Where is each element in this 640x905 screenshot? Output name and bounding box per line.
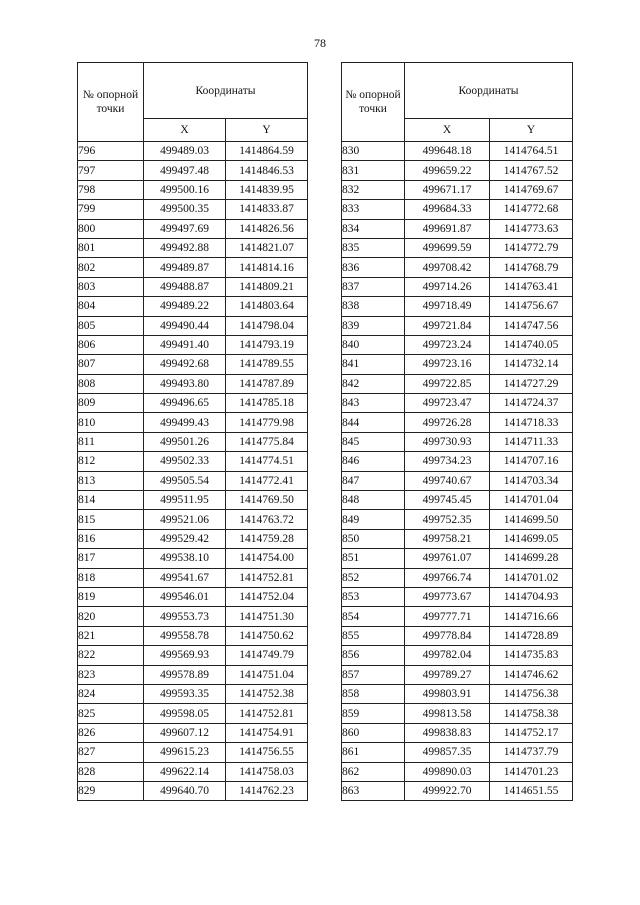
coordinate-x: 499499.43 [144,413,226,432]
coordinate-y: 1414773.63 [490,219,573,238]
point-number: 830 [342,142,405,161]
coordinate-x: 499553.73 [144,607,226,626]
coordinate-x: 499789.27 [405,665,490,684]
coordinate-x: 499734.23 [405,452,490,471]
table-row [78,626,308,645]
coordinate-y: 1414749.79 [226,646,308,665]
table-row [342,219,573,238]
coordinate-x: 499492.68 [144,355,226,374]
coordinates-table-left [77,62,308,801]
coordinate-x: 499569.93 [144,646,226,665]
coordinate-y: 1414826.56 [226,219,308,238]
coordinate-y: 1414711.33 [490,432,573,451]
coordinate-x: 499490.44 [144,316,226,335]
coordinate-x: 499723.47 [405,394,490,413]
coordinate-y: 1414752.81 [226,568,308,587]
coordinate-y: 1414752.04 [226,587,308,606]
table-row [342,297,573,316]
table-row [342,646,573,665]
coordinate-y: 1414809.21 [226,277,308,296]
coordinate-y: 1414774.51 [226,452,308,471]
coordinate-y: 1414798.04 [226,316,308,335]
coordinate-x: 499640.70 [144,781,226,800]
table-row [342,180,573,199]
table-row [78,432,308,451]
table-row [78,704,308,723]
table-row [78,142,308,161]
point-number: 837 [342,277,405,296]
coordinate-y: 1414699.28 [490,549,573,568]
point-number: 823 [78,665,144,684]
coordinate-x: 499489.03 [144,142,226,161]
coordinate-y: 1414758.03 [226,762,308,781]
header-x: X [144,119,226,142]
header-point-number: № опорной точки [342,63,405,142]
coordinate-y: 1414732.14 [490,355,573,374]
table-row [78,723,308,742]
point-number: 829 [78,781,144,800]
coordinate-x: 499496.65 [144,394,226,413]
coordinate-y: 1414727.29 [490,374,573,393]
table-row [78,394,308,413]
point-number: 840 [342,335,405,354]
table-row [78,587,308,606]
table-row [78,335,308,354]
point-number: 799 [78,200,144,219]
point-number: 813 [78,471,144,490]
table-row [78,568,308,587]
coordinate-x: 499745.45 [405,491,490,510]
header-x: X [405,119,490,142]
coordinate-x: 499723.16 [405,355,490,374]
coordinate-x: 499752.35 [405,510,490,529]
coordinate-y: 1414718.33 [490,413,573,432]
coordinate-x: 499758.21 [405,529,490,548]
table-row [78,219,308,238]
coordinate-y: 1414752.38 [226,684,308,703]
coordinate-y: 1414846.53 [226,161,308,180]
point-number: 853 [342,587,405,606]
coordinate-y: 1414699.05 [490,529,573,548]
point-number: 844 [342,413,405,432]
coordinate-y: 1414772.41 [226,471,308,490]
point-number: 846 [342,452,405,471]
coordinate-x: 499511.95 [144,491,226,510]
coordinate-y: 1414754.91 [226,723,308,742]
coordinate-y: 1414803.64 [226,297,308,316]
coordinate-y: 1414787.89 [226,374,308,393]
table-row [78,607,308,626]
coordinate-x: 499501.26 [144,432,226,451]
point-number: 810 [78,413,144,432]
table-row [342,200,573,219]
point-number: 839 [342,316,405,335]
table-row [78,684,308,703]
coordinate-y: 1414701.04 [490,491,573,510]
table-row [342,355,573,374]
point-number: 815 [78,510,144,529]
point-number: 821 [78,626,144,645]
coordinate-y: 1414701.23 [490,762,573,781]
table-row [78,161,308,180]
point-number: 818 [78,568,144,587]
table-row [342,626,573,645]
point-number: 842 [342,374,405,393]
point-number: 807 [78,355,144,374]
table-row [342,743,573,762]
coordinate-x: 499684.33 [405,200,490,219]
coordinate-x: 499500.16 [144,180,226,199]
point-number: 811 [78,432,144,451]
coordinate-x: 499714.26 [405,277,490,296]
coordinate-x: 499766.74 [405,568,490,587]
coordinate-x: 499541.67 [144,568,226,587]
table-row [342,471,573,490]
coordinate-x: 499782.04 [405,646,490,665]
table-row [342,452,573,471]
coordinate-x: 499708.42 [405,258,490,277]
coordinate-y: 1414750.62 [226,626,308,645]
coordinate-x: 499529.42 [144,529,226,548]
table-row [342,335,573,354]
point-number: 850 [342,529,405,548]
coordinate-y: 1414651.55 [490,781,573,800]
table-row [342,684,573,703]
coordinate-x: 499721.84 [405,316,490,335]
point-number: 805 [78,316,144,335]
point-number: 838 [342,297,405,316]
header-point-number: № опорной точки [78,63,144,142]
coordinate-x: 499838.83 [405,723,490,742]
coordinate-y: 1414833.87 [226,200,308,219]
coordinate-y: 1414703.34 [490,471,573,490]
coordinate-y: 1414772.68 [490,200,573,219]
table-row [78,316,308,335]
page-number: 78 [314,36,326,50]
point-number: 827 [78,743,144,762]
point-number: 825 [78,704,144,723]
point-number: 851 [342,549,405,568]
coordinate-x: 499615.23 [144,743,226,762]
coordinate-x: 499659.22 [405,161,490,180]
coordinate-y: 1414772.79 [490,238,573,257]
coordinate-x: 499607.12 [144,723,226,742]
table-row [342,258,573,277]
coordinate-y: 1414737.79 [490,743,573,762]
coordinates-table-right [341,62,573,801]
table-row [78,549,308,568]
point-number: 816 [78,529,144,548]
table-row [342,781,573,800]
point-number: 796 [78,142,144,161]
coordinate-y: 1414762.23 [226,781,308,800]
coordinate-y: 1414758.38 [490,704,573,723]
coordinate-x: 499521.06 [144,510,226,529]
point-number: 801 [78,238,144,257]
point-number: 832 [342,180,405,199]
point-number: 860 [342,723,405,742]
point-number: 835 [342,238,405,257]
coordinate-y: 1414779.98 [226,413,308,432]
point-number: 797 [78,161,144,180]
table-row [342,394,573,413]
coordinate-y: 1414752.81 [226,704,308,723]
point-number: 836 [342,258,405,277]
header-coordinates: Координаты [405,63,573,119]
point-number: 804 [78,297,144,316]
point-number: 809 [78,394,144,413]
coordinate-y: 1414699.50 [490,510,573,529]
coordinate-x: 499497.69 [144,219,226,238]
coordinate-x: 499489.87 [144,258,226,277]
coordinate-y: 1414763.41 [490,277,573,296]
header-coordinates: Координаты [144,63,308,119]
point-number: 802 [78,258,144,277]
coordinate-y: 1414767.52 [490,161,573,180]
table-row [78,277,308,296]
point-number: 862 [342,762,405,781]
point-number: 812 [78,452,144,471]
table-row [342,413,573,432]
table-row [342,587,573,606]
point-number: 847 [342,471,405,490]
table-row [342,529,573,548]
coordinate-y: 1414764.51 [490,142,573,161]
table-row [342,762,573,781]
point-number: 859 [342,704,405,723]
point-number: 814 [78,491,144,510]
table-row [78,665,308,684]
point-number: 849 [342,510,405,529]
coordinate-y: 1414756.38 [490,684,573,703]
point-number: 819 [78,587,144,606]
coordinate-x: 499761.07 [405,549,490,568]
coordinate-x: 499538.10 [144,549,226,568]
coordinate-x: 499622.14 [144,762,226,781]
coordinate-y: 1414793.19 [226,335,308,354]
point-number: 855 [342,626,405,645]
table-row [342,161,573,180]
point-number: 800 [78,219,144,238]
table-row [342,607,573,626]
coordinate-y: 1414756.55 [226,743,308,762]
coordinate-y: 1414701.02 [490,568,573,587]
coordinate-x: 499546.01 [144,587,226,606]
table-row [78,471,308,490]
coordinate-y: 1414754.00 [226,549,308,568]
coordinate-x: 499598.05 [144,704,226,723]
coordinate-y: 1414716.66 [490,607,573,626]
coordinate-x: 499502.33 [144,452,226,471]
point-number: 854 [342,607,405,626]
coordinate-x: 499488.87 [144,277,226,296]
table-row [342,568,573,587]
coordinate-x: 499857.35 [405,743,490,762]
table-row [342,723,573,742]
point-number: 798 [78,180,144,199]
coordinate-y: 1414707.16 [490,452,573,471]
coordinate-y: 1414735.83 [490,646,573,665]
coordinate-y: 1414751.30 [226,607,308,626]
coordinate-y: 1414775.84 [226,432,308,451]
table-row [78,180,308,199]
coordinate-y: 1414769.50 [226,491,308,510]
coordinate-y: 1414759.28 [226,529,308,548]
coordinate-x: 499492.88 [144,238,226,257]
coordinate-y: 1414728.89 [490,626,573,645]
table-row [342,549,573,568]
coordinate-y: 1414821.07 [226,238,308,257]
coordinate-x: 499500.35 [144,200,226,219]
table-row [78,529,308,548]
coordinate-y: 1414747.56 [490,316,573,335]
coordinate-x: 499726.28 [405,413,490,432]
table-row [342,665,573,684]
coordinate-y: 1414763.72 [226,510,308,529]
table-row [342,316,573,335]
coordinate-y: 1414752.17 [490,723,573,742]
coordinate-y: 1414839.95 [226,180,308,199]
table-row [78,743,308,762]
point-number: 806 [78,335,144,354]
point-number: 858 [342,684,405,703]
coordinate-x: 499803.91 [405,684,490,703]
point-number: 826 [78,723,144,742]
point-number: 861 [342,743,405,762]
point-number: 845 [342,432,405,451]
point-number: 822 [78,646,144,665]
coordinate-x: 499691.87 [405,219,490,238]
header-y: Y [490,119,573,142]
coordinate-y: 1414746.62 [490,665,573,684]
table-row [78,452,308,471]
coordinate-x: 499722.85 [405,374,490,393]
point-number: 843 [342,394,405,413]
point-number: 848 [342,491,405,510]
point-number: 852 [342,568,405,587]
coordinate-x: 499493.80 [144,374,226,393]
table-row [78,413,308,432]
point-number: 841 [342,355,405,374]
point-number: 817 [78,549,144,568]
table-row [78,355,308,374]
coordinate-x: 499922.70 [405,781,490,800]
point-number: 833 [342,200,405,219]
point-number: 857 [342,665,405,684]
coordinate-x: 499813.58 [405,704,490,723]
table-row [342,704,573,723]
coordinate-x: 499773.67 [405,587,490,606]
header-y: Y [226,119,308,142]
coordinate-y: 1414751.04 [226,665,308,684]
table-row [78,781,308,800]
point-number: 856 [342,646,405,665]
coordinate-y: 1414814.16 [226,258,308,277]
point-number: 824 [78,684,144,703]
coordinate-x: 499718.49 [405,297,490,316]
table-row [342,142,573,161]
coordinate-y: 1414785.18 [226,394,308,413]
point-number: 820 [78,607,144,626]
table-row [342,277,573,296]
point-number: 808 [78,374,144,393]
table-row [78,374,308,393]
coordinate-x: 499890.03 [405,762,490,781]
coordinate-x: 499593.35 [144,684,226,703]
point-number: 828 [78,762,144,781]
table-row [78,762,308,781]
table-row [78,200,308,219]
coordinate-y: 1414756.67 [490,297,573,316]
coordinate-y: 1414704.93 [490,587,573,606]
coordinate-y: 1414864.59 [226,142,308,161]
coordinate-x: 499558.78 [144,626,226,645]
coordinate-x: 499578.89 [144,665,226,684]
table-row [78,510,308,529]
table-row [78,646,308,665]
point-number: 803 [78,277,144,296]
coordinate-x: 499723.24 [405,335,490,354]
coordinate-x: 499778.84 [405,626,490,645]
table-row [78,238,308,257]
coordinate-x: 499648.18 [405,142,490,161]
point-number: 863 [342,781,405,800]
coordinate-x: 499489.22 [144,297,226,316]
coordinate-x: 499491.40 [144,335,226,354]
table-row [342,432,573,451]
table-row [342,510,573,529]
coordinate-y: 1414789.55 [226,355,308,374]
table-row [78,258,308,277]
table-row [342,374,573,393]
coordinate-x: 499505.54 [144,471,226,490]
point-number: 834 [342,219,405,238]
point-number: 831 [342,161,405,180]
coordinate-y: 1414740.05 [490,335,573,354]
coordinate-y: 1414769.67 [490,180,573,199]
coordinate-x: 499671.17 [405,180,490,199]
table-row [78,297,308,316]
coordinate-y: 1414724.37 [490,394,573,413]
coordinate-x: 499730.93 [405,432,490,451]
table-row [78,491,308,510]
coordinate-x: 499777.71 [405,607,490,626]
coordinate-x: 499497.48 [144,161,226,180]
table-row [342,491,573,510]
coordinate-x: 499699.59 [405,238,490,257]
table-row [342,238,573,257]
coordinate-x: 499740.67 [405,471,490,490]
coordinate-y: 1414768.79 [490,258,573,277]
